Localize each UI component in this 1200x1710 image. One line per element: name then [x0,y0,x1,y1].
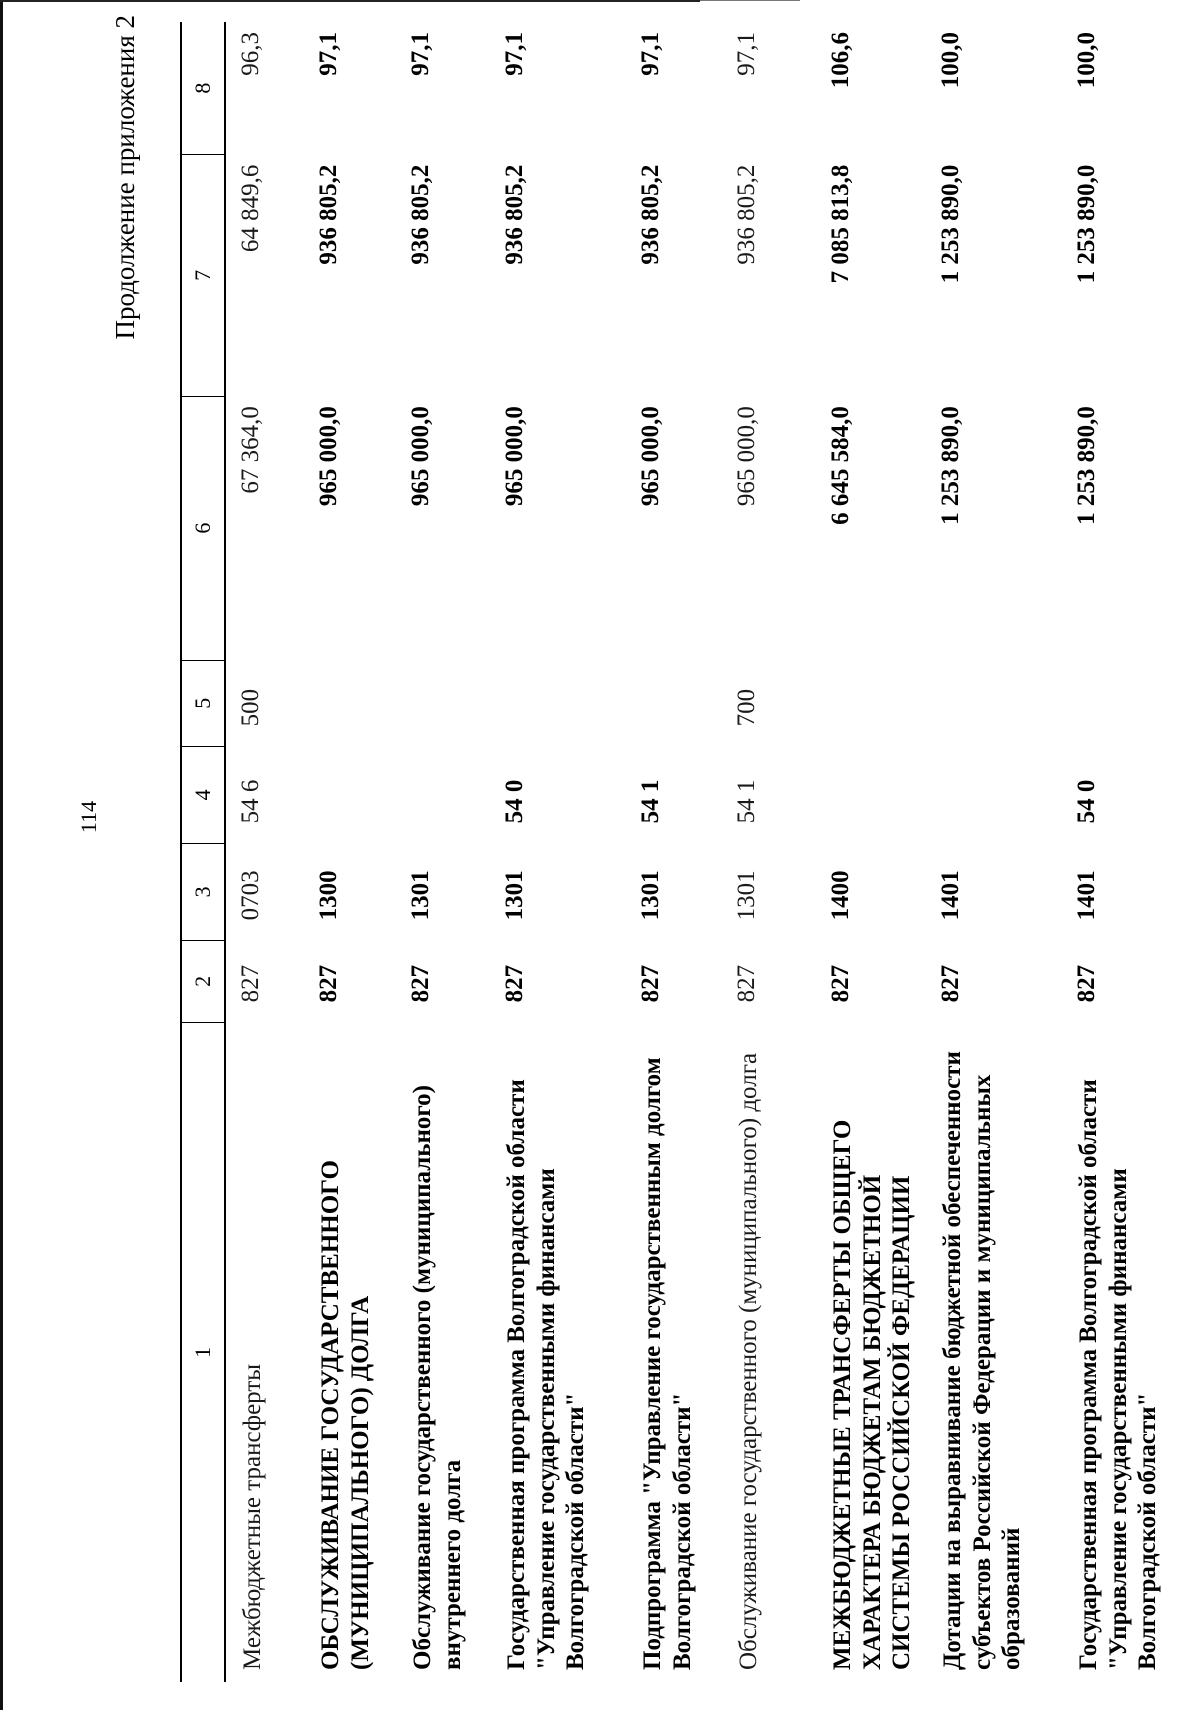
cell-c6: 965 000,0 [407,406,434,507]
cell-c5 [1062,660,1174,746]
cell-c7: 936 805,2 [637,164,664,265]
table-row [1062,22,1174,1682]
cell-c3: 1301 [407,870,434,921]
cell-c5 [626,660,722,746]
cell-c5 [304,660,396,746]
cell-c6: 965 000,0 [315,406,342,507]
cell-c3: 1301 [501,870,528,921]
cell-c4: 54 1 [733,779,760,824]
cell-c2: 827 [315,964,342,1003]
cell-c8: 97,1 [407,32,434,76]
cell-c2: 827 [501,964,528,1003]
col-header-2: 2 [181,940,225,1022]
cell-c7: 64 849,6 [237,164,264,253]
page-number: 114 [76,800,101,834]
budget-table [180,22,1174,1682]
cell-c2: 827 [237,964,264,1003]
col-header-3: 3 [181,843,225,940]
cell-c6: 1 253 890,0 [937,406,964,525]
cell-c4: 54 0 [501,779,528,824]
row-name: Межбюджетные трансферты [239,1363,266,1670]
cell-c8: 97,1 [501,32,528,76]
cell-c6: 965 000,0 [733,406,760,507]
cell-c6: 965 000,0 [637,406,664,507]
cell-c5 [816,660,926,746]
row-name: ОБСЛУЖИВАНИЕ ГОСУДАРСТВЕННОГО (МУНИЦИПАЛЬНОГО) ДОЛГА [317,1160,374,1670]
cell-c6: 1 253 890,0 [1073,406,1100,525]
cell-c4 [304,746,396,843]
cell-c3: 1400 [827,870,854,921]
table-row [396,22,490,1682]
row-name: Обслуживание государственного (муниципального) внутреннего долга [409,1085,466,1670]
row-name: Обслуживание государственного (муниципального) долга [735,1052,762,1670]
cell-c3: 1401 [1073,870,1100,921]
cell-c5 [490,660,626,746]
cell-c2: 827 [733,964,760,1003]
cell-c7: 1 253 890,0 [937,164,964,284]
cell-c7: 936 805,2 [315,164,342,265]
cell-c4 [396,746,490,843]
cell-c4: 54 0 [1073,779,1100,824]
cell-c3: 0703 [237,870,264,921]
cell-c2: 827 [1073,964,1100,1003]
cell-c2: 827 [827,964,854,1003]
cell-c4: 54 6 [237,779,264,824]
row-name: МЕЖБЮДЖЕТНЫЕ ТРАНСФЕРТЫ ОБЩЕГО ХАРАКТЕРА БЮДЖЕТАМ БЮДЖЕТНОЙ СИСТЕМЫ РОССИЙСКОЙ ФЕДЕРАЦИИ [829,1119,915,1670]
cell-c7: 936 805,2 [407,164,434,265]
table-row [225,22,304,1682]
cell-c4 [816,746,926,843]
cell-c3: 1301 [733,870,760,921]
col-header-8: 8 [181,22,225,155]
cell-c4: 54 1 [637,779,664,824]
table-row [722,22,816,1682]
row-name: Подпрограмма "Управление государственным долгом Волгоградской области" [639,1057,696,1670]
col-header-5: 5 [181,660,225,746]
cell-c8: 96,3 [237,32,264,76]
cell-c3: 1401 [937,870,964,921]
cell-c5: 700 [733,688,760,727]
cell-c2: 827 [407,964,434,1003]
table-row [490,22,626,1682]
col-header-6: 6 [181,396,225,660]
row-name: Дотации на выравнивание бюджетной обеспеченности субъектов Российской Федерации и муниципальных образований [939,1051,1025,1670]
table-row [816,22,926,1682]
cell-c6: 6 645 584,0 [827,406,854,525]
cell-c2: 827 [637,964,664,1003]
table-row [304,22,396,1682]
cell-c5 [396,660,490,746]
col-header-7: 7 [181,155,225,396]
appendix-caption: Продолжение приложения 2 [110,15,140,340]
cell-c7: 7 085 813,8 [827,164,854,284]
cell-c8: 97,1 [315,32,342,76]
cell-c6: 67 364,0 [237,406,264,494]
cell-c2: 827 [937,964,964,1003]
cell-c5 [926,660,1062,746]
col-header-1: 1 [181,1022,225,1682]
cell-c5: 500 [237,688,264,727]
header-row [181,22,225,1682]
cell-c8: 97,1 [733,32,760,76]
col-header-4: 4 [181,746,225,843]
cell-c8: 100,0 [937,32,964,89]
cell-c7: 936 805,2 [501,164,528,265]
cell-c8: 100,0 [1073,32,1100,89]
cell-c6: 965 000,0 [501,406,528,507]
row-name: Государственная программа Волгоградской области "Управление государственными финансами Волгоградской области" [1075,1079,1161,1670]
cell-c8: 97,1 [637,32,664,76]
cell-c4 [926,746,1062,843]
cell-c7: 1 253 890,0 [1073,164,1100,284]
cell-c3: 1301 [637,870,664,921]
cell-c8: 106,6 [827,32,854,89]
table-row [626,22,722,1682]
row-name: Государственная программа Волгоградской области "Управление государственными финансами Волгоградской области" [503,1079,589,1670]
table-row [926,22,1062,1682]
cell-c3: 1300 [315,870,342,921]
cell-c7: 936 805,2 [733,164,760,265]
